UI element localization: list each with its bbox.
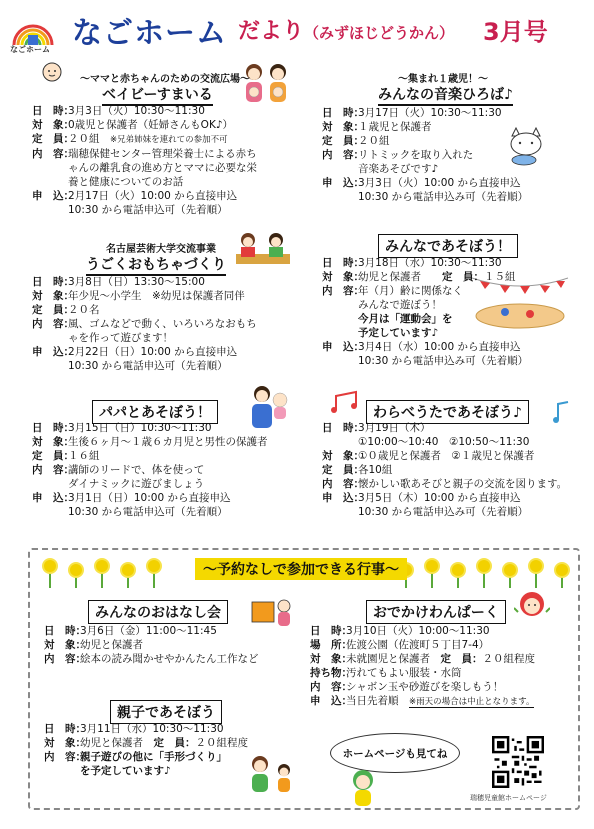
play-date: 3月18日（水）10:30～11:30	[358, 257, 502, 269]
capacity-label: 定 員：	[322, 135, 364, 147]
target-label: 対 象：	[44, 639, 86, 651]
target-label: 対 象：	[322, 271, 364, 283]
warabe-title: わらべうたであそぼう♪	[366, 400, 529, 424]
oyako-date: 3月11日（水）10:30～11:30	[80, 723, 224, 735]
baby-content-1: 瑞穂保健センター管理栄養士による赤ち	[68, 148, 257, 160]
warabe-content: 懐かしい歌あそびと親子の交流を図ります。	[358, 478, 568, 490]
toy-content-1: 風、ゴムなどで動く、いろいろなおもち	[68, 318, 257, 330]
warabe-time-1: ①10:00～10:40	[358, 436, 439, 448]
baby-content-3: 養と健康についてのお話	[68, 176, 184, 188]
qr-code-icon[interactable]	[492, 736, 544, 788]
play-content-4: 予定しています♪	[358, 327, 439, 339]
toy-title: うごくおもちゃづくり	[86, 254, 226, 276]
subtitle-main: だより	[238, 19, 305, 44]
papa-content-2: ダイナミックに遊びましょう	[68, 478, 205, 490]
page-subtitle	[238, 14, 454, 45]
content-label: 内 容：	[322, 149, 364, 161]
toy-capacity: ２０名	[68, 304, 100, 316]
warabe-apply-1: 3月5日（木）10:00 から直接申込	[358, 492, 521, 504]
apply-label: 申 込：	[322, 341, 364, 353]
baby-target: 0歳児と保護者（妊婦さんもOK♪）	[68, 119, 234, 131]
oyako-target: 幼児と保護者	[80, 737, 143, 749]
story-content: 絵本の読み聞かせやかんたん工作など	[80, 653, 259, 665]
baby-capacity: ２０組	[68, 133, 100, 145]
walk-items: 汚れてもよい服装・水筒	[346, 667, 462, 679]
issue-month: 3月号	[483, 18, 548, 46]
no-reservation-banner: ～予約なしで参加できる行事～	[195, 558, 407, 580]
apply-label: 申 込：	[32, 190, 74, 202]
child-waving-icon	[514, 590, 550, 624]
play-content-3: 今月は「運動会」を	[358, 313, 453, 325]
date-label: 日 時：	[310, 625, 352, 637]
target-label: 対 象：	[310, 653, 352, 665]
toy-apply-2: 10:30 から電話申込可（先着順）	[68, 360, 228, 372]
homepage-speech-bubble: ホームページも見てね	[330, 733, 460, 773]
content-label: 内 容：	[44, 751, 86, 763]
papa-apply-2: 10:30 から電話申込可（先着順）	[68, 506, 228, 518]
target-label: 対 象：	[32, 290, 74, 302]
play-target: 幼児と保護者	[358, 271, 421, 283]
walk-title: おでかけわんぱーく	[366, 600, 506, 624]
date-label: 日 時：	[32, 422, 74, 434]
baby-capacity-note: ※兄弟姉妹を連れての参加不可	[110, 135, 228, 145]
parent-child-icon	[244, 752, 300, 794]
story-title: みんなのおはなし会	[88, 600, 228, 624]
oyako-title: 親子であそぼう	[110, 700, 222, 724]
music-date: 3月17日（火）10:30～11:30	[358, 107, 502, 119]
page-title: なごホーム	[72, 16, 227, 51]
apply-label: 申 込：	[322, 177, 364, 189]
kids-playing-icon	[232, 228, 294, 268]
toy-content-2: ゃを作って遊びます！	[68, 332, 173, 344]
papa-date: 3月15日（日）10:30～11:30	[68, 422, 212, 434]
story-details	[44, 624, 304, 666]
story-date: 3月6日（金）11:00～11:45	[80, 625, 217, 637]
warabe-apply-2: 10:30 から電話申込み可（先着順）	[358, 506, 529, 518]
papa-target: 生後６ヶ月～１歳６カ月児と男性の保護者	[68, 436, 268, 448]
oyako-content-1: 親子遊びの他に「手形づくり」	[80, 751, 227, 763]
warabe-target-1: ①０歳児と保護者	[358, 450, 441, 462]
toy-tagline: 名古屋芸術大学交流事業	[106, 244, 216, 255]
target-label: 対 象：	[32, 119, 74, 131]
target-label: 対 象：	[322, 121, 364, 133]
toy-details	[32, 275, 294, 373]
baby-apply-1: 2月17日（火）10:00 から直接申込	[68, 190, 238, 202]
subtitle-paren: （みずほじどうかん）	[304, 24, 455, 42]
oyako-capacity-label: 定 員：	[153, 737, 196, 749]
toy-date: 3月8日（日）13:30～15:00	[68, 276, 205, 288]
play-capacity: １５組	[484, 271, 516, 283]
apply-label: 申 込：	[32, 346, 74, 358]
baby-apply-2: 10:30 から電話申込可（先着順）	[68, 204, 228, 216]
music-target: １歳児と保護者	[358, 121, 432, 133]
music-title: みんなの音楽ひろば♪	[378, 84, 513, 106]
papa-content-1: 講師のリードで、体を使って	[68, 464, 205, 476]
date-label: 日 時：	[322, 107, 364, 119]
date-label: 日 時：	[322, 257, 364, 269]
papa-title: パパとあそぼう！	[92, 400, 218, 424]
apply-label: 申 込：	[322, 492, 364, 504]
capacity-label: 定 員：	[32, 450, 74, 462]
music-note-icon	[330, 390, 364, 414]
walk-target: 未就園児と保護者	[346, 653, 430, 665]
toy-target: 年少児～小学生 ※幼児は保護者同伴	[68, 290, 245, 302]
target-label: 対 象：	[322, 450, 364, 462]
apply-label: 申 込：	[310, 695, 352, 707]
date-label: 日 時：	[32, 276, 74, 288]
qr-caption: 瑞穂児童館ホームページ	[470, 794, 547, 802]
warabe-time-2: ②10:50～11:30	[448, 436, 530, 448]
baby-date: 3月3日（火）10:30～11:30	[68, 105, 205, 117]
content-label: 内 容：	[32, 464, 74, 476]
baby-icon	[38, 60, 66, 84]
walk-apply-note: ※雨天の場合は中止となります。	[409, 697, 535, 707]
play-details	[322, 256, 572, 368]
date-label: 日 時：	[44, 625, 86, 637]
walk-apply: 当日先着順	[346, 695, 399, 707]
content-label: 内 容：	[322, 285, 364, 297]
date-label: 日 時：	[322, 422, 364, 434]
baby-content-2: ゃんの離乳食の進め方とママに必要な栄	[68, 162, 257, 174]
music-details	[322, 106, 572, 204]
content-label: 内 容：	[310, 681, 352, 693]
oyako-content-2: を予定しています♪	[80, 765, 171, 777]
music-apply-1: 3月3日（火）10:00 から直接申込	[358, 177, 521, 189]
music-content-1: リトミックを取り入れた	[358, 149, 474, 161]
warabe-date: 3月19日（木）	[358, 422, 431, 434]
music-content-2: 音楽あそびです♪	[358, 163, 439, 175]
baby-details	[32, 104, 294, 217]
capacity-label: 定 員：	[322, 464, 364, 476]
baby-tagline: ～ママと赤ちゃんのための交流広場～	[80, 74, 250, 85]
play-content-1: 年（月）齢に関係なく	[358, 285, 463, 297]
mascot-icon	[346, 768, 380, 808]
logo-caption: なごホーム	[10, 45, 50, 54]
warabe-capacity: 各10組	[358, 464, 393, 476]
content-label: 内 容：	[322, 478, 364, 490]
capacity-label: 定 員：	[32, 304, 74, 316]
baby-title: ベイビーすまいる	[102, 84, 213, 106]
place-label: 場 所：	[310, 639, 352, 651]
walk-content: シャボン玉や砂遊びを楽しもう！	[346, 681, 504, 693]
music-apply-2: 10:30 から電話申込み可（先着順）	[358, 191, 529, 203]
papa-details	[32, 421, 302, 519]
papa-capacity: １６組	[68, 450, 100, 462]
walk-details	[310, 624, 576, 709]
walk-capacity-label: 定 員：	[440, 653, 483, 665]
date-label: 日 時：	[44, 723, 86, 735]
date-label: 日 時：	[32, 105, 74, 117]
capacity-label: 定 員：	[32, 133, 74, 145]
target-label: 対 象：	[44, 737, 86, 749]
play-content-2: みんなで遊ぼう！	[358, 299, 442, 311]
target-label: 対 象：	[32, 436, 74, 448]
oyako-capacity: ２０組程度	[195, 737, 248, 749]
play-capacity-label: 定 員：	[442, 271, 484, 283]
toy-apply-1: 2月22日（日）10:00 から直接申込	[68, 346, 238, 358]
music-tagline: ～集まれ１歳児！～	[398, 74, 488, 85]
play-apply-1: 3月4日（水）10:00 から直接申込	[358, 341, 521, 353]
apply-label: 申 込：	[32, 492, 74, 504]
play-title: みんなであそぼう！	[378, 234, 518, 258]
story-target: 幼児と保護者	[80, 639, 143, 651]
walk-place: 佐渡公園（佐渡町５丁目7-4）	[346, 639, 490, 651]
walk-date: 3月10日（火）10:00～11:30	[346, 625, 490, 637]
papa-apply-1: 3月1日（日）10:00 から直接申込	[68, 492, 231, 504]
content-label: 内 容：	[32, 318, 74, 330]
content-label: 内 容：	[32, 148, 74, 160]
warabe-details	[322, 421, 582, 519]
music-capacity: ２０組	[358, 135, 390, 147]
walk-capacity: ２０組程度	[482, 653, 535, 665]
play-apply-2: 10:30 から電話申込み可（先着順）	[358, 355, 529, 367]
warabe-target-2: ②１歳児と保護者	[451, 450, 535, 462]
items-label: 持ち物：	[310, 667, 352, 679]
content-label: 内 容：	[44, 653, 86, 665]
